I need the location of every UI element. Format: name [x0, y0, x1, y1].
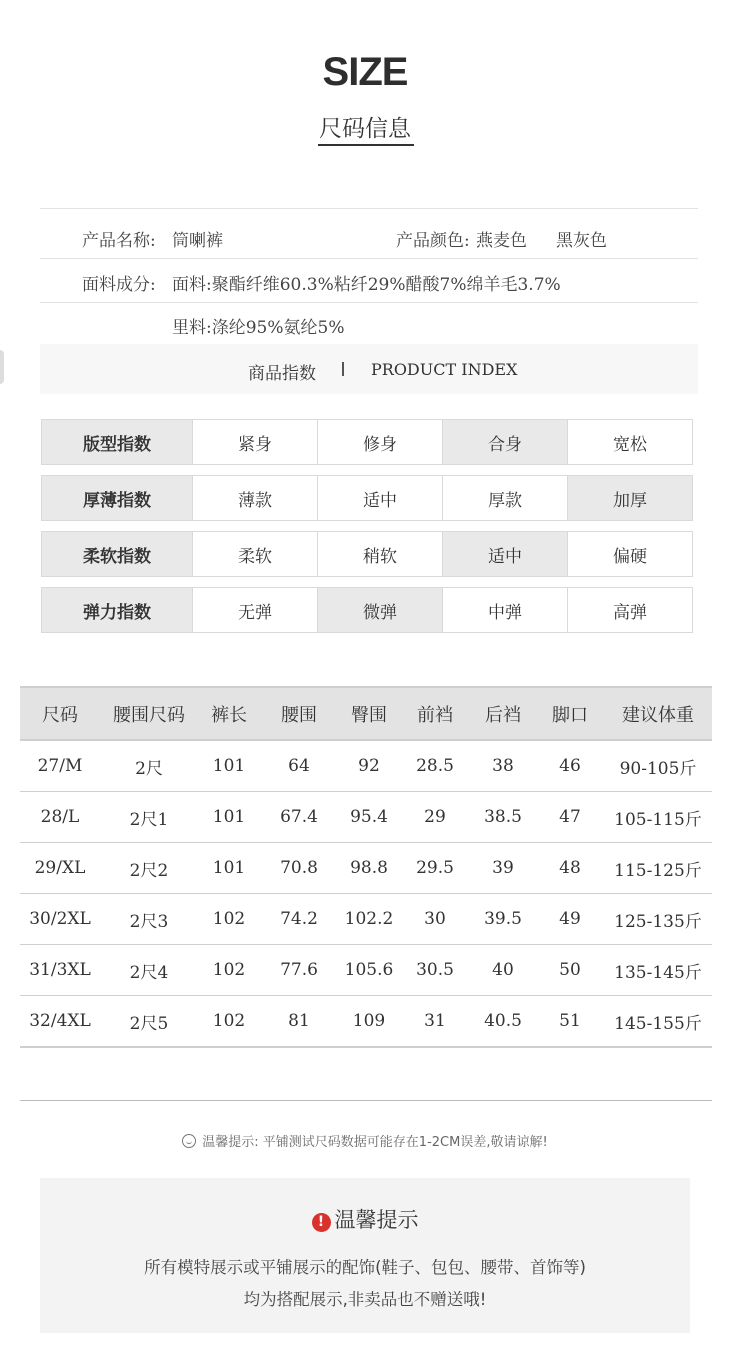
table-cell: 29.5: [400, 843, 470, 894]
index-option: 柔软: [192, 531, 318, 577]
table-cell: 38: [470, 740, 536, 792]
table-cell: 48: [536, 843, 604, 894]
table-cell: 39: [470, 843, 536, 894]
table-cell: 47: [536, 792, 604, 843]
table-cell: 2尺4: [100, 945, 198, 996]
index-option: 紧身: [192, 419, 318, 465]
table-cell: 30: [400, 894, 470, 945]
index-option: 薄款: [192, 475, 318, 521]
table-row: [20, 843, 712, 894]
table-cell: 40: [470, 945, 536, 996]
index-option: 适中: [442, 531, 568, 577]
table-cell: 31/3XL: [20, 945, 100, 996]
index-row-label: 版型指数: [41, 419, 193, 465]
size-table-header-cell: 后裆: [470, 687, 536, 740]
index-row-label: 弹力指数: [41, 587, 193, 633]
table-row: [20, 996, 712, 1048]
table-cell: 102: [198, 894, 260, 945]
table-cell: 2尺: [100, 740, 198, 792]
table-cell: 2尺2: [100, 843, 198, 894]
size-table-header: [20, 687, 712, 740]
table-cell: 109: [338, 996, 400, 1048]
section-divider: [20, 1100, 712, 1101]
fabric-label: 面料成分:: [82, 275, 156, 295]
size-table-header-cell: 腰围尺码: [100, 687, 198, 740]
index-option: 无弹: [192, 587, 318, 633]
table-cell: 50: [536, 945, 604, 996]
smile-icon: [182, 1134, 196, 1148]
table-cell: 67.4: [260, 792, 338, 843]
index-option: 厚款: [442, 475, 568, 521]
table-cell: 32/4XL: [20, 996, 100, 1048]
index-option: 加厚: [567, 475, 693, 521]
table-cell: 101: [198, 843, 260, 894]
index-option: 中弹: [442, 587, 568, 633]
index-option: 适中: [317, 475, 443, 521]
size-table-header-cell: 裤长: [198, 687, 260, 740]
index-option: 稍软: [317, 531, 443, 577]
table-cell: 70.8: [260, 843, 338, 894]
info-divider: [40, 208, 698, 209]
measure-note: [0, 1131, 730, 1150]
table-cell: 95.4: [338, 792, 400, 843]
fabric-lining: 里料:涤纶95%氨纶5%: [172, 318, 345, 338]
tip-title: [40, 1204, 690, 1234]
table-cell: 2尺5: [100, 996, 198, 1048]
table-cell: 74.2: [260, 894, 338, 945]
index-option: 宽松: [567, 419, 693, 465]
size-table-header-cell: 建议体重: [604, 687, 712, 740]
size-table: [20, 686, 712, 1048]
table-cell: 81: [260, 996, 338, 1048]
table-cell: 49: [536, 894, 604, 945]
table-cell: 29/XL: [20, 843, 100, 894]
table-cell: 98.8: [338, 843, 400, 894]
product-name-value: 筒喇裤: [172, 231, 223, 251]
product-color-label: 产品颜色:: [396, 231, 470, 251]
table-row: [20, 945, 712, 996]
table-cell: 46: [536, 740, 604, 792]
index-option: 修身: [317, 419, 443, 465]
fabric-main: 面料:聚酯纤维60.3%粘纤29%醋酸7%绵羊毛3.7%: [172, 275, 561, 295]
page-title-cn: 尺码信息: [319, 116, 411, 142]
index-option: 微弹: [317, 587, 443, 633]
tip-line-1: 所有模特展示或平铺展示的配饰(鞋子、包包、腰带、首饰等): [144, 1258, 586, 1277]
table-cell: 2尺1: [100, 792, 198, 843]
tip-line-2: 均为搭配展示,非卖品也不赠送哦!: [243, 1290, 487, 1309]
size-table-body: [20, 740, 712, 1047]
product-name-label: 产品名称:: [82, 231, 156, 251]
index-option: 高弹: [567, 587, 693, 633]
table-cell: 38.5: [470, 792, 536, 843]
index-row: [41, 587, 693, 633]
table-cell: 125-135斤: [604, 894, 712, 945]
size-table-header-cell: 臀围: [338, 687, 400, 740]
index-row-label: 柔软指数: [41, 531, 193, 577]
table-cell: 31: [400, 996, 470, 1048]
info-divider: [40, 258, 698, 259]
index-option: 合身: [442, 419, 568, 465]
table-cell: 30.5: [400, 945, 470, 996]
table-cell: 39.5: [470, 894, 536, 945]
table-cell: 28/L: [20, 792, 100, 843]
table-cell: 90-105斤: [604, 740, 712, 792]
table-cell: 51: [536, 996, 604, 1048]
table-cell: 92: [338, 740, 400, 792]
table-cell: 40.5: [470, 996, 536, 1048]
size-table-header-cell: 脚口: [536, 687, 604, 740]
index-option: 偏硬: [567, 531, 693, 577]
index-row-label: 厚薄指数: [41, 475, 193, 521]
table-cell: 102: [198, 996, 260, 1048]
table-cell: 105-115斤: [604, 792, 712, 843]
table-cell: 105.6: [338, 945, 400, 996]
table-cell: 102.2: [338, 894, 400, 945]
table-row: [20, 792, 712, 843]
product-color-value-2: 黑灰色: [556, 231, 607, 251]
table-cell: 29: [400, 792, 470, 843]
table-row: [20, 894, 712, 945]
table-cell: 77.6: [260, 945, 338, 996]
table-cell: 145-155斤: [604, 996, 712, 1048]
table-cell: 115-125斤: [604, 843, 712, 894]
size-table-header-cell: 尺码: [20, 687, 100, 740]
index-row: [41, 419, 693, 465]
info-divider: [40, 302, 698, 303]
table-cell: 2尺3: [100, 894, 198, 945]
table-cell: 64: [260, 740, 338, 792]
index-row: [41, 475, 693, 521]
size-table-header-cell: 前裆: [400, 687, 470, 740]
measure-note-text: 温馨提示: 平铺测试尺码数据可能存在1-2CM误差,敬请谅解!: [202, 1135, 548, 1150]
product-index-bar: [40, 344, 698, 394]
product-index-separator: [342, 362, 344, 376]
product-color-value-1: 燕麦色: [476, 231, 527, 251]
title-underline: [318, 144, 414, 146]
table-cell: 30/2XL: [20, 894, 100, 945]
table-cell: 27/M: [20, 740, 100, 792]
table-cell: 101: [198, 740, 260, 792]
warning-icon: !: [312, 1213, 331, 1232]
product-index-title-en: PRODUCT INDEX: [371, 360, 518, 379]
table-cell: 101: [198, 792, 260, 843]
tip-title-text: 温馨提示: [334, 1208, 419, 1232]
table-cell: 102: [198, 945, 260, 996]
table-cell: 28.5: [400, 740, 470, 792]
index-row: [41, 531, 693, 577]
product-index-title-cn: 商品指数: [248, 364, 316, 384]
table-cell: 135-145斤: [604, 945, 712, 996]
page-title-en: SIZE: [322, 50, 408, 94]
size-table-header-cell: 腰围: [260, 687, 338, 740]
page-edge-marker: [0, 350, 4, 384]
table-row: [20, 740, 712, 792]
